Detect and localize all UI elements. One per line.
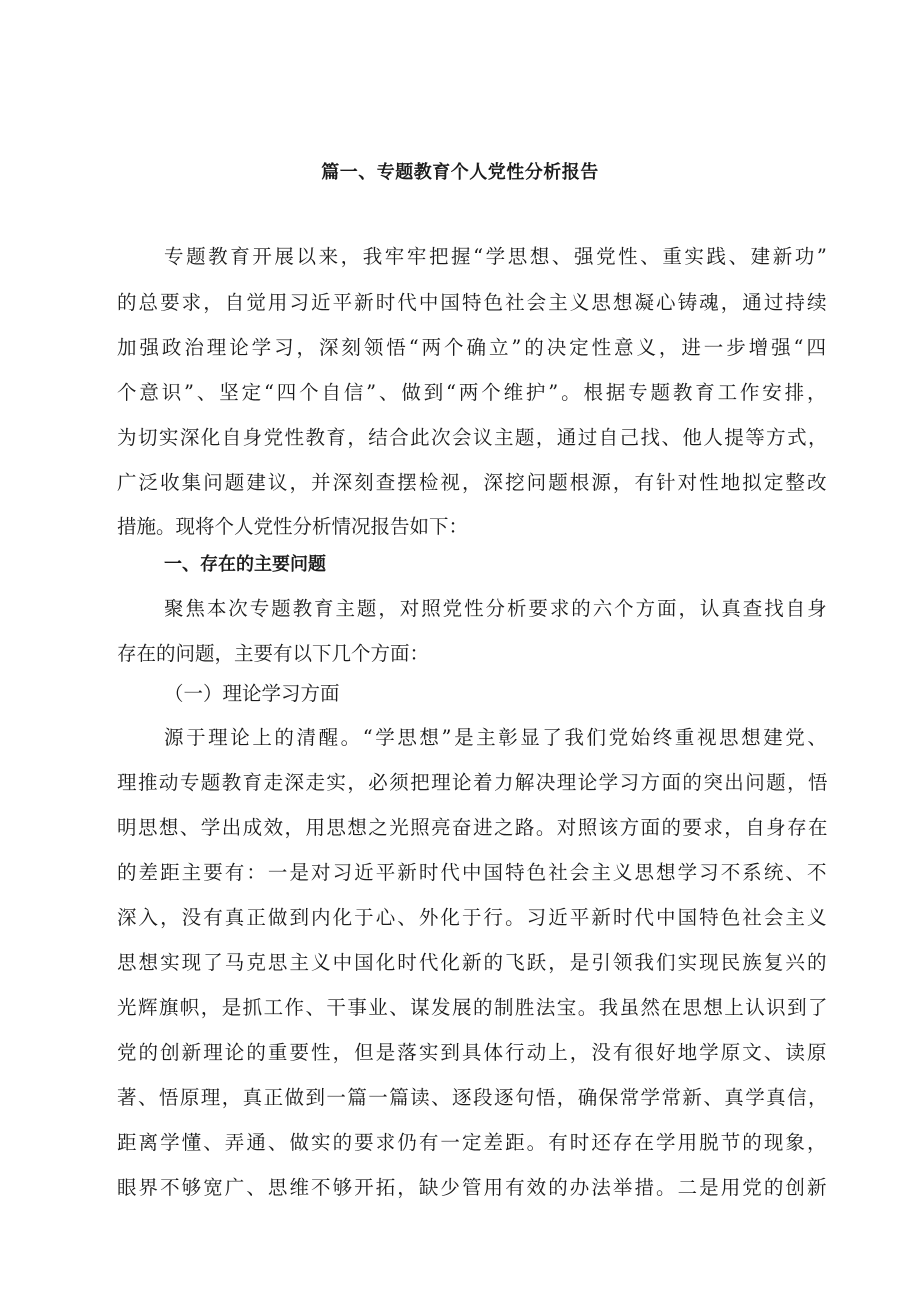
paragraph-line: 著、悟原理，真正做到一篇一篇读、逐段逐句悟，确保常学常新、真学真信， xyxy=(117,1086,829,1109)
section-heading: 一、存在的主要问题 xyxy=(164,554,326,575)
paragraph-line: 明思想、学出成效，用思想之光照亮奋进之路。对照该方面的要求，自身存在 xyxy=(117,816,829,839)
paragraph-line: 广泛收集问题建议，并深刻查摆检视，深挖问题根源，有针对性地拟定整改 xyxy=(117,471,829,494)
paragraph-line: 源于理论上的清醒。“学思想”是主彰显了我们党始终重视思想建党、 xyxy=(164,726,830,749)
document-title: 篇一、专题教育个人党性分析报告 xyxy=(321,162,599,183)
paragraph-line: 深入，没有真正做到内化于心、外化于行。习近平新时代中国特色社会主义 xyxy=(117,906,829,929)
subsection-heading: （一）理论学习方面 xyxy=(164,682,340,705)
paragraph-line: 存在的问题，主要有以下几个方面： xyxy=(117,642,430,665)
paragraph-line: 的差距主要有：一是对习近平新时代中国特色社会主义思想学习不系统、不 xyxy=(117,861,829,884)
paragraph-line: 个意识”、坚定“四个自信”、做到“两个维护”。根据专题教育工作安排， xyxy=(117,381,830,404)
paragraph-line: 措施。现将个人党性分析情况报告如下： xyxy=(117,515,469,538)
paragraph-line: 聚焦本次专题教育主题，对照党性分析要求的六个方面，认真查找自身 xyxy=(164,597,829,620)
paragraph-line: 思想实现了马克思主义中国化时代化新的飞跃，是引领我们实现民族复兴的 xyxy=(117,951,829,974)
paragraph-line: 光辉旗帜，是抓工作、干事业、谋发展的制胜法宝。我虽然在思想上认识到了 xyxy=(117,996,829,1019)
paragraph-line: 理推动专题教育走深走实，必须把理论着力解决理论学习方面的突出问题，悟 xyxy=(117,771,829,794)
paragraph-line: 加强政治理论学习，深刻领悟“两个确立”的决定性意义，进一步增强“四 xyxy=(117,336,829,359)
paragraph-line: 为切实深化自身党性教育，结合此次会议主题，通过自己找、他人提等方式， xyxy=(117,426,829,449)
paragraph-line: 党的创新理论的重要性，但是落实到具体行动上，没有很好地学原文、读原 xyxy=(117,1041,829,1064)
paragraph-line: 的总要求，自觉用习近平新时代中国特色社会主义思想凝心铸魂，通过持续 xyxy=(117,291,829,314)
paragraph-line: 眼界不够宽广、思维不够开拓，缺少管用有效的办法举措。二是用党的创新 xyxy=(117,1176,829,1199)
paragraph-line: 距离学懂、弄通、做实的要求仍有一定差距。有时还存在学用脱节的现象， xyxy=(117,1131,829,1154)
paragraph-line: 专题教育开展以来，我牢牢把握“学思想、强党性、重实践、建新功” xyxy=(164,245,830,268)
